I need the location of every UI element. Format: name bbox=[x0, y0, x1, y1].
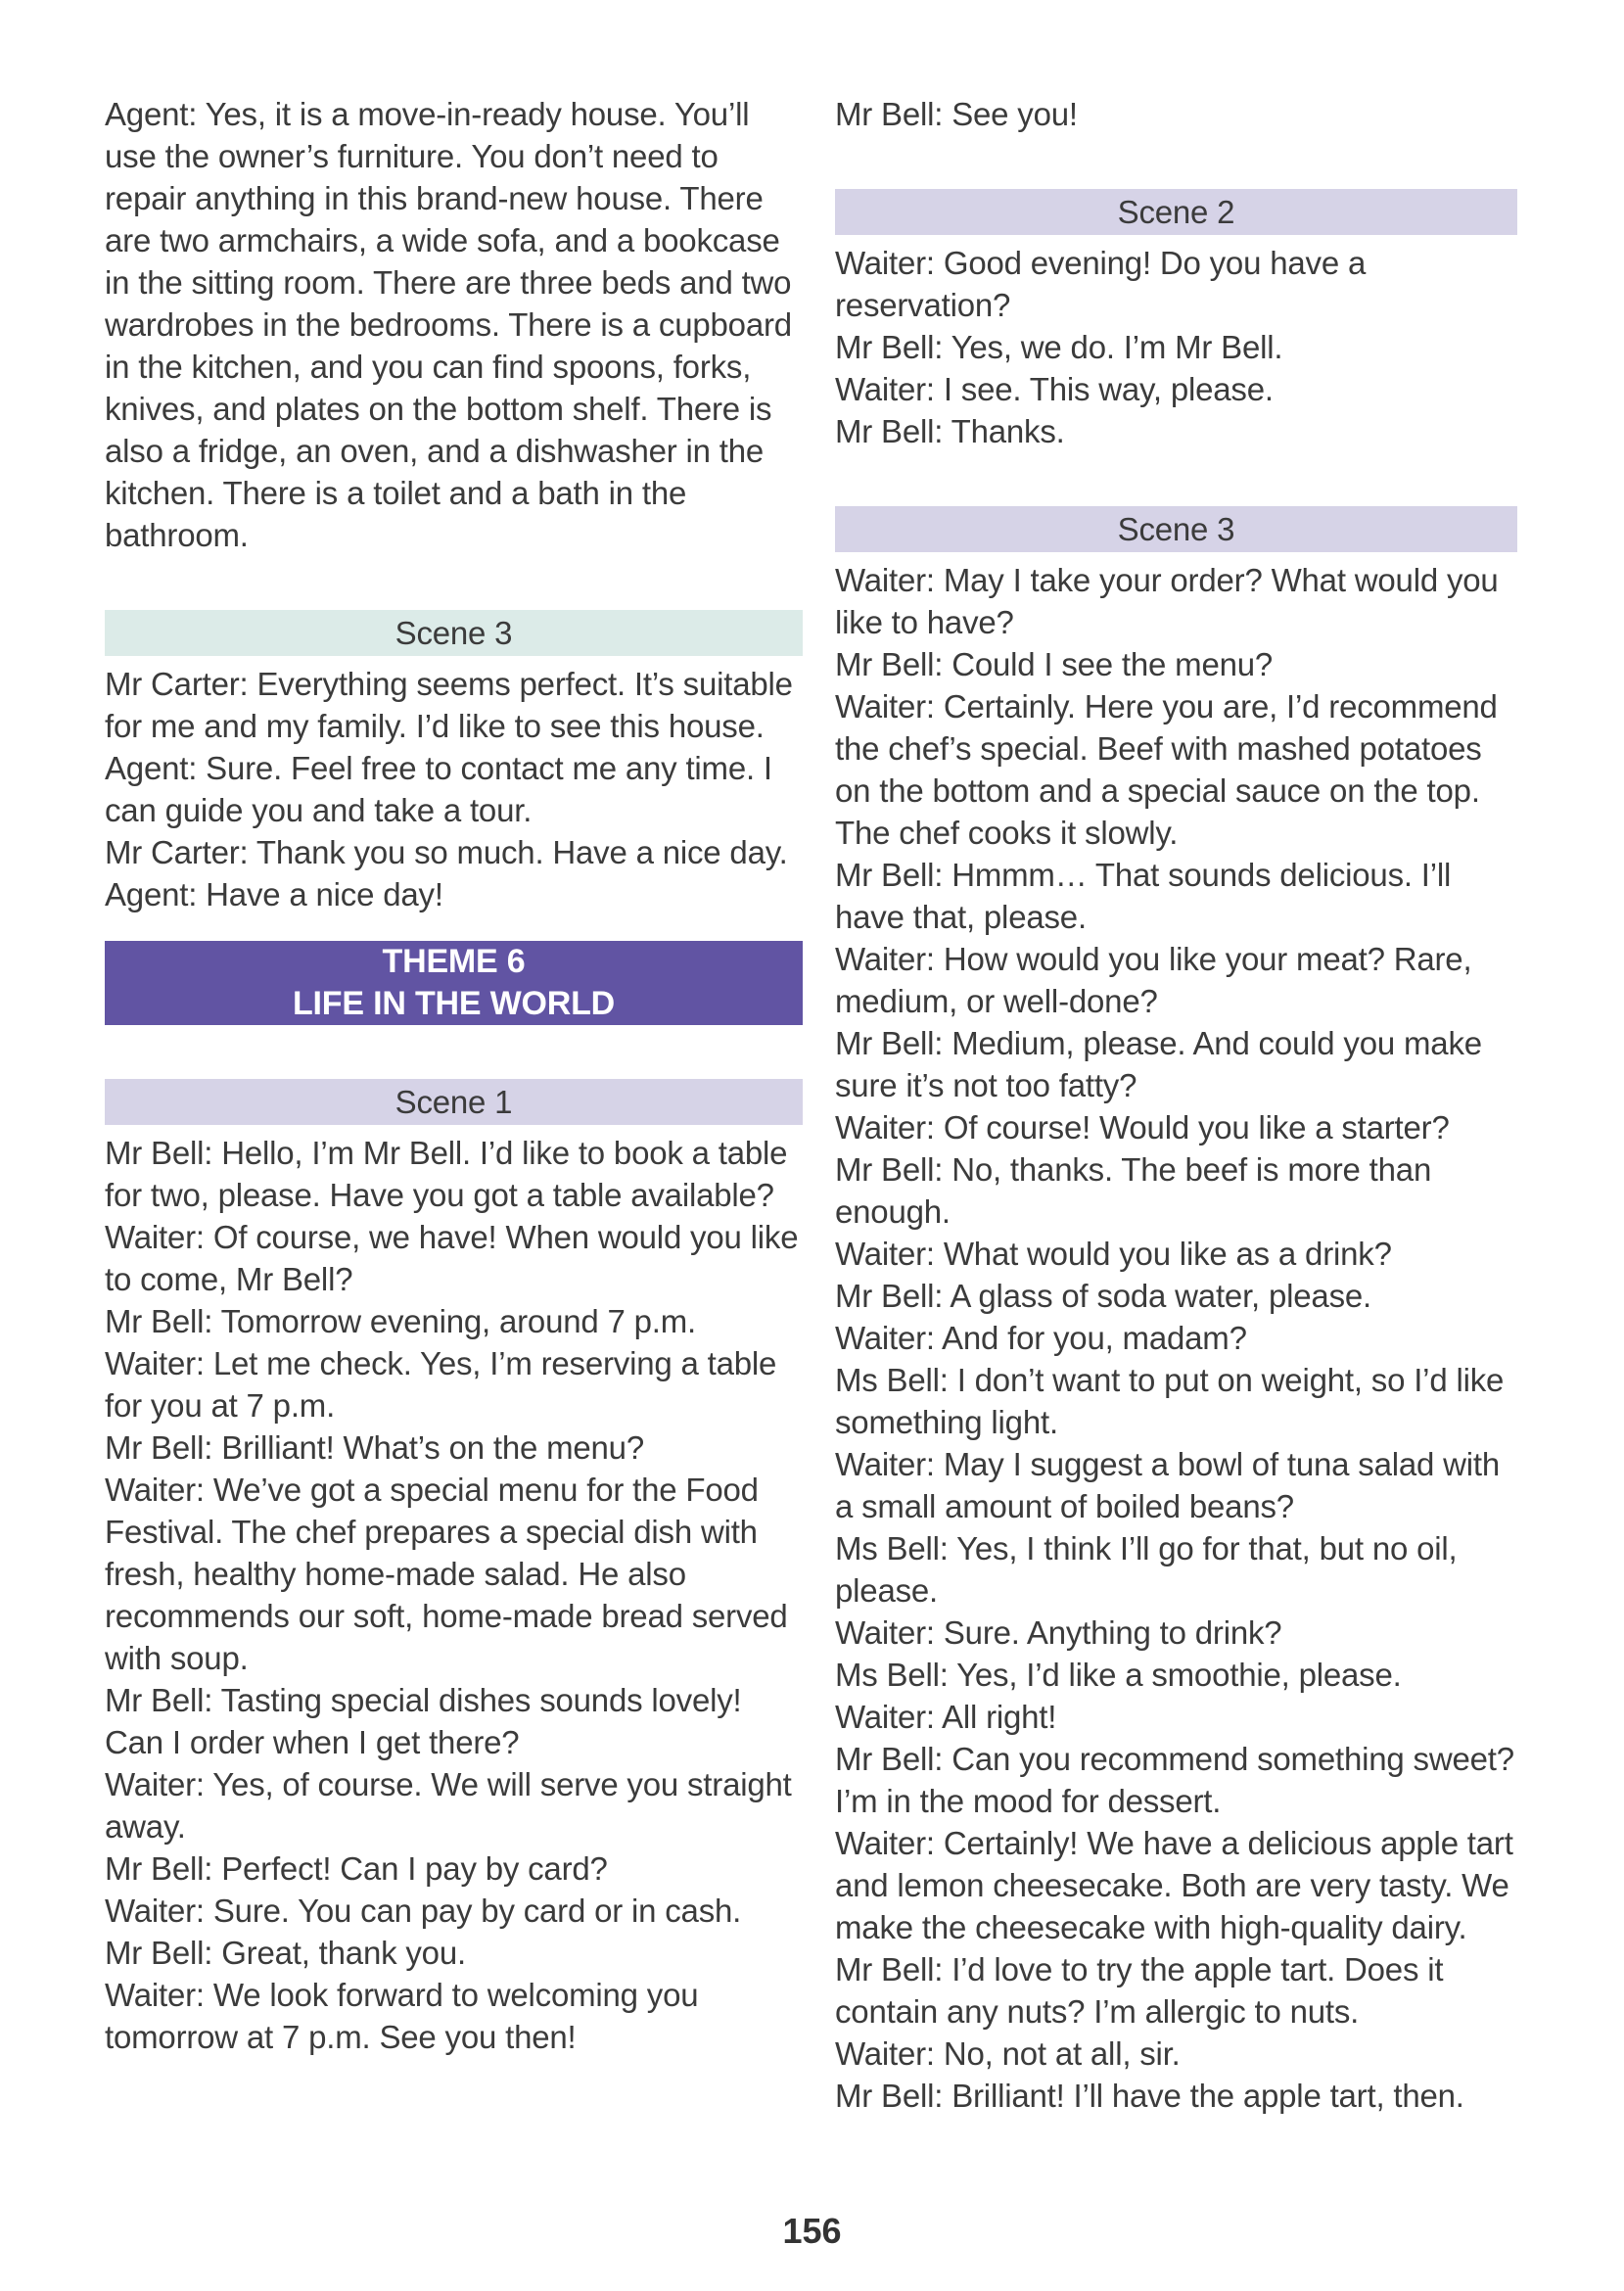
dialogue-paragraph: Mr Carter: Everything seems perfect. It’s suitable for me and my family. I’d like to see this house. bbox=[105, 666, 793, 744]
dialogue-paragraph: Mr Bell: A glass of soda water, please. bbox=[835, 1278, 1371, 1314]
dialogue-paragraph: Mr Bell: Can you recommend something sweet? I’m in the mood for dessert. bbox=[835, 1741, 1514, 1819]
dialogue-paragraph: Waiter: May I take your order? What would you like to have? bbox=[835, 562, 1499, 640]
dialogue-paragraph: Waiter: And for you, madam? bbox=[835, 1320, 1247, 1356]
dialogue-paragraph: Mr Bell: Could I see the menu? bbox=[835, 646, 1274, 682]
dialogue-paragraph: Mr Carter: Thank you so much. Have a nice day. bbox=[105, 834, 788, 870]
dialogue-paragraph: Agent: Yes, it is a move-in-ready house. You’ll use the owner’s furniture. You don’t need to repair anything in this brand-new house. There are two armchairs, a wide sofa, and a bookcase in the sitting room. There are three beds and two wardrobes in the bedrooms. There is a cupboard in the kitchen, and you can find spoons, forks, knives, and plates on the bottom shelf. There is also a fridge, an oven, and a dishwasher in the kitchen. There is a toilet and a bath in the bathroom. bbox=[105, 96, 792, 553]
dialogue-paragraph: Mr Bell: Tasting special dishes sounds lovely! Can I order when I get there? bbox=[105, 1682, 742, 1760]
dialogue-paragraph: Mr Bell: Hmmm… That sounds delicious. I’ll have that, please. bbox=[835, 857, 1452, 935]
dialogue-block bbox=[835, 242, 1517, 452]
left-column bbox=[105, 93, 803, 2058]
page-number: 156 bbox=[782, 2211, 842, 2251]
dialogue-paragraph: Mr Bell: I’d love to try the apple tart. Does it contain any nuts? I’m allergic to nuts. bbox=[835, 1951, 1444, 2030]
dialogue-block bbox=[105, 663, 803, 915]
dialogue-paragraph: Waiter: We’ve got a special menu for the Food Festival. The chef prepares a special dish with fresh, healthy home-made salad. He also recommends our soft, home-made bread served with soup. bbox=[105, 1472, 788, 1676]
dialogue-paragraph: Waiter: Good evening! Do you have a reservation? bbox=[835, 245, 1367, 323]
dialogue-paragraph: Waiter: All right! bbox=[835, 1699, 1057, 1735]
dialogue-paragraph: Mr Bell: Brilliant! What’s on the menu? bbox=[105, 1429, 644, 1466]
dialogue-paragraph: Mr Bell: Brilliant! I’ll have the apple tart, then. bbox=[835, 2078, 1464, 2114]
scene-header: Scene 1 bbox=[105, 1079, 803, 1125]
dialogue-paragraph: Waiter: I see. This way, please. bbox=[835, 371, 1274, 407]
dialogue-paragraph: Mr Bell: Hello, I’m Mr Bell. I’d like to book a table for two, please. Have you got a table available? bbox=[105, 1135, 788, 1213]
dialogue-paragraph: Mr Bell: No, thanks. The beef is more than enough. bbox=[835, 1151, 1432, 1230]
dialogue-paragraph: Waiter: What would you like as a drink? bbox=[835, 1236, 1392, 1272]
scene-header: Scene 3 bbox=[105, 610, 803, 656]
dialogue-block bbox=[105, 1132, 803, 2058]
dialogue-paragraph: Ms Bell: Yes, I think I’ll go for that, but no oil, please. bbox=[835, 1530, 1458, 1609]
dialogue-paragraph: Waiter: Of course! Would you like a starter? bbox=[835, 1109, 1450, 1146]
dialogue-paragraph: Mr Bell: Great, thank you. bbox=[105, 1935, 466, 1971]
dialogue-paragraph: Mr Bell: See you! bbox=[835, 96, 1078, 132]
dialogue-paragraph: Agent: Have a nice day! bbox=[105, 876, 443, 912]
dialogue-paragraph: Mr Bell: Tomorrow evening, around 7 p.m. bbox=[105, 1303, 696, 1339]
dialogue-paragraph: Agent: Sure. Feel free to contact me any time. I can guide you and take a tour. bbox=[105, 750, 772, 828]
dialogue-paragraph: Waiter: Let me check. Yes, I’m reserving a table for you at 7 p.m. bbox=[105, 1345, 777, 1424]
scene-header: Scene 2 bbox=[835, 189, 1517, 235]
dialogue-paragraph: Waiter: Yes, of course. We will serve you straight away. bbox=[105, 1766, 792, 1845]
dialogue-paragraph: Waiter: Certainly! We have a delicious apple tart and lemon cheesecake. Both are very tasty. We make the cheesecake with high-quality dairy. bbox=[835, 1825, 1513, 1945]
dialogue-paragraph: Waiter: We look forward to welcoming you tomorrow at 7 p.m. See you then! bbox=[105, 1977, 699, 2055]
dialogue-paragraph: Ms Bell: I don’t want to put on weight, so I’d like something light. bbox=[835, 1362, 1505, 1440]
dialogue-paragraph: Waiter: No, not at all, sir. bbox=[835, 2035, 1181, 2072]
dialogue-paragraph: Waiter: May I suggest a bowl of tuna salad with a small amount of boiled beans? bbox=[835, 1446, 1501, 1524]
dialogue-paragraph: Mr Bell: Perfect! Can I pay by card? bbox=[105, 1850, 608, 1887]
dialogue-paragraph: Waiter: How would you like your meat? Rare, medium, or well-done? bbox=[835, 941, 1472, 1019]
dialogue-paragraph: Ms Bell: Yes, I’d like a smoothie, please. bbox=[835, 1657, 1402, 1693]
theme-banner-line: LIFE IN THE WORLD bbox=[292, 985, 615, 1022]
scene-header: Scene 3 bbox=[835, 506, 1517, 552]
dialogue-paragraph: Waiter: Certainly. Here you are, I’d recommend the chef’s special. Beef with mashed potatoes on the bottom and a special sauce on the top. The chef cooks it slowly. bbox=[835, 688, 1498, 851]
theme-banner-line: THEME 6 bbox=[382, 943, 526, 980]
dialogue-block bbox=[835, 93, 1517, 135]
dialogue-block bbox=[105, 93, 803, 556]
dialogue-paragraph: Mr Bell: Thanks. bbox=[835, 413, 1065, 449]
dialogue-paragraph: Waiter: Sure. Anything to drink? bbox=[835, 1614, 1282, 1651]
dialogue-block bbox=[835, 559, 1517, 2117]
dialogue-paragraph: Waiter: Of course, we have! When would you like to come, Mr Bell? bbox=[105, 1219, 799, 1297]
theme-banner bbox=[105, 941, 803, 1025]
dialogue-paragraph: Mr Bell: Yes, we do. I’m Mr Bell. bbox=[835, 329, 1283, 365]
dialogue-paragraph: Mr Bell: Medium, please. And could you make sure it’s not too fatty? bbox=[835, 1025, 1482, 1103]
right-column bbox=[835, 93, 1517, 2117]
dialogue-paragraph: Waiter: Sure. You can pay by card or in cash. bbox=[105, 1893, 742, 1929]
